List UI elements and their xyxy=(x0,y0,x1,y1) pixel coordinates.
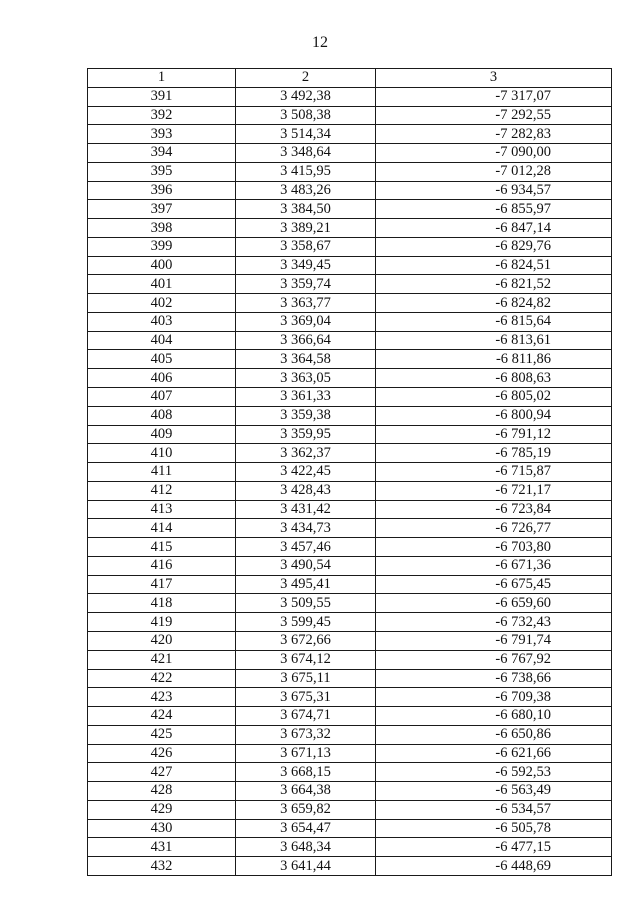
point-number-cell: 395 xyxy=(88,162,236,181)
point-number-cell: 415 xyxy=(88,538,236,557)
x-coordinate-cell: 3 363,05 xyxy=(236,369,376,388)
y-coordinate-cell: -6 650,86 xyxy=(376,725,612,744)
x-coordinate-cell: 3 675,11 xyxy=(236,669,376,688)
point-number-cell: 419 xyxy=(88,613,236,632)
table-row xyxy=(88,369,612,388)
x-coordinate-cell: 3 348,64 xyxy=(236,144,376,163)
y-coordinate-cell: -6 709,38 xyxy=(376,688,612,707)
x-coordinate-cell: 3 364,58 xyxy=(236,350,376,369)
point-number-cell: 411 xyxy=(88,463,236,482)
table-row xyxy=(88,294,612,313)
table-row xyxy=(88,800,612,819)
point-number-cell: 404 xyxy=(88,331,236,350)
table-row xyxy=(88,594,612,613)
table-row xyxy=(88,162,612,181)
table-row xyxy=(88,819,612,838)
point-number-cell: 403 xyxy=(88,312,236,331)
table-row xyxy=(88,500,612,519)
x-coordinate-cell: 3 509,55 xyxy=(236,594,376,613)
x-coordinate-cell: 3 648,34 xyxy=(236,838,376,857)
table-row xyxy=(88,725,612,744)
table-row xyxy=(88,650,612,669)
table-row xyxy=(88,519,612,538)
x-coordinate-cell: 3 641,44 xyxy=(236,857,376,876)
y-coordinate-cell: -6 723,84 xyxy=(376,500,612,519)
point-number-cell: 432 xyxy=(88,857,236,876)
column-header-3: 3 xyxy=(376,69,612,88)
x-coordinate-cell: 3 654,47 xyxy=(236,819,376,838)
table-row xyxy=(88,312,612,331)
table-row xyxy=(88,256,612,275)
y-coordinate-cell: -6 703,80 xyxy=(376,538,612,557)
y-coordinate-cell: -7 012,28 xyxy=(376,162,612,181)
y-coordinate-cell: -6 659,60 xyxy=(376,594,612,613)
point-number-cell: 423 xyxy=(88,688,236,707)
point-number-cell: 430 xyxy=(88,819,236,838)
point-number-cell: 420 xyxy=(88,631,236,650)
table-row xyxy=(88,425,612,444)
x-coordinate-cell: 3 508,38 xyxy=(236,106,376,125)
y-coordinate-cell: -6 671,36 xyxy=(376,556,612,575)
y-coordinate-cell: -6 732,43 xyxy=(376,613,612,632)
y-coordinate-cell: -6 563,49 xyxy=(376,782,612,801)
point-number-cell: 421 xyxy=(88,650,236,669)
x-coordinate-cell: 3 434,73 xyxy=(236,519,376,538)
y-coordinate-cell: -6 477,15 xyxy=(376,838,612,857)
y-coordinate-cell: -6 785,19 xyxy=(376,444,612,463)
table-row xyxy=(88,631,612,650)
y-coordinate-cell: -6 680,10 xyxy=(376,707,612,726)
column-header-1: 1 xyxy=(88,69,236,88)
table-row xyxy=(88,275,612,294)
table-row xyxy=(88,350,612,369)
table-row xyxy=(88,87,612,106)
table-row xyxy=(88,575,612,594)
x-coordinate-cell: 3 483,26 xyxy=(236,181,376,200)
table-row xyxy=(88,331,612,350)
point-number-cell: 429 xyxy=(88,800,236,819)
page-number: 12 xyxy=(312,34,328,51)
y-coordinate-cell: -6 829,76 xyxy=(376,237,612,256)
point-number-cell: 397 xyxy=(88,200,236,219)
x-coordinate-cell: 3 359,95 xyxy=(236,425,376,444)
y-coordinate-cell: -6 821,52 xyxy=(376,275,612,294)
x-coordinate-cell: 3 492,38 xyxy=(236,87,376,106)
coordinates-table xyxy=(87,68,612,876)
y-coordinate-cell: -6 824,82 xyxy=(376,294,612,313)
table-row xyxy=(88,782,612,801)
table-row xyxy=(88,144,612,163)
point-number-cell: 410 xyxy=(88,444,236,463)
table-row xyxy=(88,219,612,238)
x-coordinate-cell: 3 361,33 xyxy=(236,388,376,407)
y-coordinate-cell: -6 791,74 xyxy=(376,631,612,650)
y-coordinate-cell: -6 505,78 xyxy=(376,819,612,838)
y-coordinate-cell: -7 090,00 xyxy=(376,144,612,163)
table-row xyxy=(88,237,612,256)
x-coordinate-cell: 3 389,21 xyxy=(236,219,376,238)
point-number-cell: 417 xyxy=(88,575,236,594)
x-coordinate-cell: 3 362,37 xyxy=(236,444,376,463)
point-number-cell: 413 xyxy=(88,500,236,519)
x-coordinate-cell: 3 514,34 xyxy=(236,125,376,144)
table-body xyxy=(88,87,612,875)
x-coordinate-cell: 3 366,64 xyxy=(236,331,376,350)
y-coordinate-cell: -6 934,57 xyxy=(376,181,612,200)
table-row xyxy=(88,688,612,707)
x-coordinate-cell: 3 672,66 xyxy=(236,631,376,650)
point-number-cell: 409 xyxy=(88,425,236,444)
x-coordinate-cell: 3 495,41 xyxy=(236,575,376,594)
point-number-cell: 396 xyxy=(88,181,236,200)
x-coordinate-cell: 3 415,95 xyxy=(236,162,376,181)
table-row xyxy=(88,481,612,500)
point-number-cell: 401 xyxy=(88,275,236,294)
point-number-cell: 414 xyxy=(88,519,236,538)
point-number-cell: 425 xyxy=(88,725,236,744)
table-row xyxy=(88,406,612,425)
x-coordinate-cell: 3 664,38 xyxy=(236,782,376,801)
table-row xyxy=(88,669,612,688)
point-number-cell: 412 xyxy=(88,481,236,500)
table-row xyxy=(88,181,612,200)
y-coordinate-cell: -7 282,83 xyxy=(376,125,612,144)
point-number-cell: 407 xyxy=(88,388,236,407)
y-coordinate-cell: -6 791,12 xyxy=(376,425,612,444)
y-coordinate-cell: -6 805,02 xyxy=(376,388,612,407)
point-number-cell: 431 xyxy=(88,838,236,857)
x-coordinate-cell: 3 422,45 xyxy=(236,463,376,482)
y-coordinate-cell: -6 621,66 xyxy=(376,744,612,763)
y-coordinate-cell: -6 815,64 xyxy=(376,312,612,331)
y-coordinate-cell: -6 726,77 xyxy=(376,519,612,538)
y-coordinate-cell: -6 813,61 xyxy=(376,331,612,350)
y-coordinate-cell: -6 675,45 xyxy=(376,575,612,594)
table-row xyxy=(88,444,612,463)
point-number-cell: 394 xyxy=(88,144,236,163)
x-coordinate-cell: 3 675,31 xyxy=(236,688,376,707)
point-number-cell: 428 xyxy=(88,782,236,801)
table-row xyxy=(88,857,612,876)
x-coordinate-cell: 3 673,32 xyxy=(236,725,376,744)
table-row xyxy=(88,125,612,144)
y-coordinate-cell: -6 534,57 xyxy=(376,800,612,819)
x-coordinate-cell: 3 431,42 xyxy=(236,500,376,519)
table-row xyxy=(88,200,612,219)
x-coordinate-cell: 3 369,04 xyxy=(236,312,376,331)
x-coordinate-cell: 3 490,54 xyxy=(236,556,376,575)
point-number-cell: 398 xyxy=(88,219,236,238)
point-number-cell: 418 xyxy=(88,594,236,613)
y-coordinate-cell: -6 811,86 xyxy=(376,350,612,369)
x-coordinate-cell: 3 384,50 xyxy=(236,200,376,219)
x-coordinate-cell: 3 599,45 xyxy=(236,613,376,632)
x-coordinate-cell: 3 457,46 xyxy=(236,538,376,557)
table-row xyxy=(88,556,612,575)
point-number-cell: 405 xyxy=(88,350,236,369)
point-number-cell: 427 xyxy=(88,763,236,782)
point-number-cell: 400 xyxy=(88,256,236,275)
point-number-cell: 399 xyxy=(88,237,236,256)
x-coordinate-cell: 3 671,13 xyxy=(236,744,376,763)
point-number-cell: 426 xyxy=(88,744,236,763)
point-number-cell: 406 xyxy=(88,369,236,388)
point-number-cell: 393 xyxy=(88,125,236,144)
y-coordinate-cell: -6 448,69 xyxy=(376,857,612,876)
y-coordinate-cell: -6 738,66 xyxy=(376,669,612,688)
table-row xyxy=(88,538,612,557)
table-row xyxy=(88,106,612,125)
y-coordinate-cell: -7 292,55 xyxy=(376,106,612,125)
table-row xyxy=(88,744,612,763)
y-coordinate-cell: -6 800,94 xyxy=(376,406,612,425)
point-number-cell: 392 xyxy=(88,106,236,125)
y-coordinate-cell: -6 847,14 xyxy=(376,219,612,238)
y-coordinate-cell: -6 721,17 xyxy=(376,481,612,500)
y-coordinate-cell: -7 317,07 xyxy=(376,87,612,106)
table-header-row xyxy=(88,69,612,88)
x-coordinate-cell: 3 668,15 xyxy=(236,763,376,782)
table-row xyxy=(88,388,612,407)
x-coordinate-cell: 3 674,12 xyxy=(236,650,376,669)
x-coordinate-cell: 3 674,71 xyxy=(236,707,376,726)
table-row xyxy=(88,613,612,632)
column-header-2: 2 xyxy=(236,69,376,88)
y-coordinate-cell: -6 715,87 xyxy=(376,463,612,482)
table-row xyxy=(88,463,612,482)
point-number-cell: 422 xyxy=(88,669,236,688)
y-coordinate-cell: -6 592,53 xyxy=(376,763,612,782)
point-number-cell: 408 xyxy=(88,406,236,425)
table-row xyxy=(88,838,612,857)
point-number-cell: 424 xyxy=(88,707,236,726)
x-coordinate-cell: 3 359,74 xyxy=(236,275,376,294)
x-coordinate-cell: 3 428,43 xyxy=(236,481,376,500)
point-number-cell: 416 xyxy=(88,556,236,575)
table-row xyxy=(88,707,612,726)
point-number-cell: 402 xyxy=(88,294,236,313)
table-row xyxy=(88,763,612,782)
x-coordinate-cell: 3 349,45 xyxy=(236,256,376,275)
y-coordinate-cell: -6 767,92 xyxy=(376,650,612,669)
x-coordinate-cell: 3 659,82 xyxy=(236,800,376,819)
point-number-cell: 391 xyxy=(88,87,236,106)
x-coordinate-cell: 3 358,67 xyxy=(236,237,376,256)
x-coordinate-cell: 3 363,77 xyxy=(236,294,376,313)
x-coordinate-cell: 3 359,38 xyxy=(236,406,376,425)
y-coordinate-cell: -6 824,51 xyxy=(376,256,612,275)
y-coordinate-cell: -6 808,63 xyxy=(376,369,612,388)
y-coordinate-cell: -6 855,97 xyxy=(376,200,612,219)
